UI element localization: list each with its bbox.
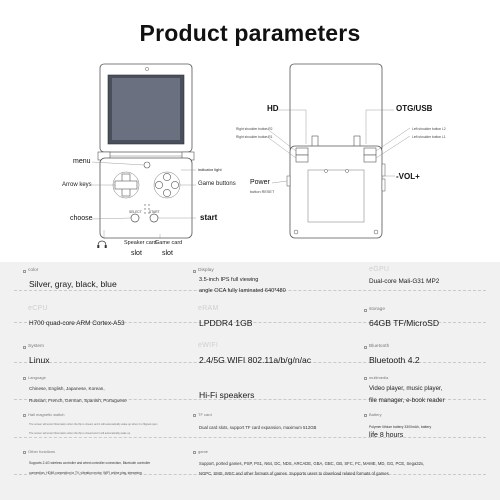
spec-language-value-1: Chinese, English, Japanese, Korean, <box>29 386 105 391</box>
spec-display-key: Display <box>198 268 214 273</box>
spec-tf-value: Dual card slots, support TF card expansion, maximum 512GB <box>199 425 317 430</box>
label-button-reset: button RESET <box>250 190 275 194</box>
dpad-drawing <box>113 172 139 198</box>
label-choose: choose <box>70 215 93 222</box>
label-right-shoulder-r1: Right shoulder button R1 <box>236 135 273 139</box>
spec-game-key: game <box>198 449 209 454</box>
label-hd: HD <box>267 104 279 113</box>
spec-speakers-value: Hi-Fi speakers <box>199 390 255 400</box>
spec-language-value-2: Russian, French, German, Spanish, Portuguese <box>29 398 127 403</box>
page-title: Product parameters <box>139 20 361 46</box>
spec-gpu-key: eGPU <box>369 266 390 273</box>
spec-cpu-value: H700 quad-core ARM Cortex-A53 <box>29 320 125 327</box>
label-vol: -VOL+ <box>396 172 420 181</box>
label-power: Power <box>250 179 270 186</box>
spec-display-value-2: angle OCA fully laminated 640*480 <box>199 288 286 294</box>
spec-gpu-value: Dual-core Mali-G31 MP2 <box>369 278 440 285</box>
label-left-shoulder-l2: Left shoulder button L2 <box>412 127 446 131</box>
spec-wifi-key: eWIFI <box>198 342 219 349</box>
spec-game-value-2: NGPC, SMS, WSC and other formats of games. Supports users to download related formats of games <box>199 471 389 476</box>
spec-battery-value-1: Polymer lithium battery 3300mAh, battery <box>369 425 432 429</box>
spec-ram-value: LPDDR4 1GB <box>199 318 253 328</box>
spec-multimedia-key: multimedia <box>369 375 389 380</box>
spec-color-key: color <box>28 268 39 273</box>
label-otg-usb: OTG/USB <box>396 104 433 113</box>
spec-bluetooth-value: Bluetooth 4.2 <box>369 355 420 365</box>
label-select-text: SELECT <box>129 210 142 214</box>
label-left-shoulder-l1: Left shoulder button L1 <box>412 135 446 139</box>
label-menu: menu <box>73 158 91 165</box>
front-device-drawing <box>0 58 250 258</box>
label-start: start <box>200 213 218 222</box>
label-start-text: START <box>149 210 160 214</box>
label-right-shoulder-r2: Right shoulder button R2 <box>236 127 273 131</box>
spec-cpu-key: eCPU <box>28 305 48 312</box>
spec-other-value-1: Supports 2.4G wireless controller and wired controller connection, Bluetooth controller <box>29 461 151 465</box>
spec-storage-key: storage <box>369 307 385 312</box>
label-slot-left: slot <box>131 250 142 257</box>
spec-hall-key: Hall magnetic switch <box>28 412 65 417</box>
spec-ram-key: eRAM <box>198 305 219 312</box>
back-device-drawing <box>250 58 500 258</box>
label-game-card: Game card <box>155 240 183 246</box>
spec-system-value: Linux <box>29 355 50 365</box>
spec-hall-value-1: The screen will enter hibernation when the flip is closed, and it will automatically wake up when it is flipped open <box>29 423 158 426</box>
spec-table <box>0 262 500 500</box>
label-arrow-keys: Arrow keys <box>62 182 92 188</box>
spec-storage-value: 64GB TF/MicroSD <box>369 318 440 328</box>
headphone-icon <box>97 241 106 248</box>
spec-system-key: System <box>28 344 44 349</box>
spec-battery-key: Battery <box>369 412 382 417</box>
spec-hall-value-2: The screen will enter hibernation when the flip is closed and it will automatically wake up <box>29 432 131 435</box>
label-indicator-light: indicator light <box>198 167 222 172</box>
spec-battery-value-2: life 8 hours <box>369 432 404 439</box>
label-game-buttons: Game buttons <box>198 181 236 187</box>
spec-game-value-1: Support, ported games, PSP, PS1, N64, DC, NDS, ARCADE, GBA, GBC, GB, SFC, FC, MAME, MD, GG, PCE, Sega32x, <box>199 461 425 466</box>
spec-multimedia-value-2: file manager, e-book reader <box>369 397 445 404</box>
spec-multimedia-value-1: Video player, music player, <box>369 385 443 392</box>
spec-display-value-1: 3.5-inch IPS full viewing <box>199 277 259 283</box>
spec-wifi-value: 2.4/5G WIFI 802.11a/b/g/n/ac <box>199 355 312 365</box>
spec-language-key: Language <box>28 375 46 380</box>
label-slot-right: slot <box>162 250 173 257</box>
product-diagram <box>0 58 500 258</box>
label-speaker-card: Speaker card <box>124 240 157 246</box>
spec-bluetooth-key: Bluetooth <box>369 344 390 349</box>
spec-other-key: Other functions <box>28 449 56 454</box>
spec-color-value: Silver, gray, black, blue <box>29 279 117 289</box>
spec-tf-key: TF card <box>198 412 212 417</box>
spec-other-value-2: connection, HDMI connection to TV, vibration motor, WIFI online play, streaming <box>29 471 142 475</box>
